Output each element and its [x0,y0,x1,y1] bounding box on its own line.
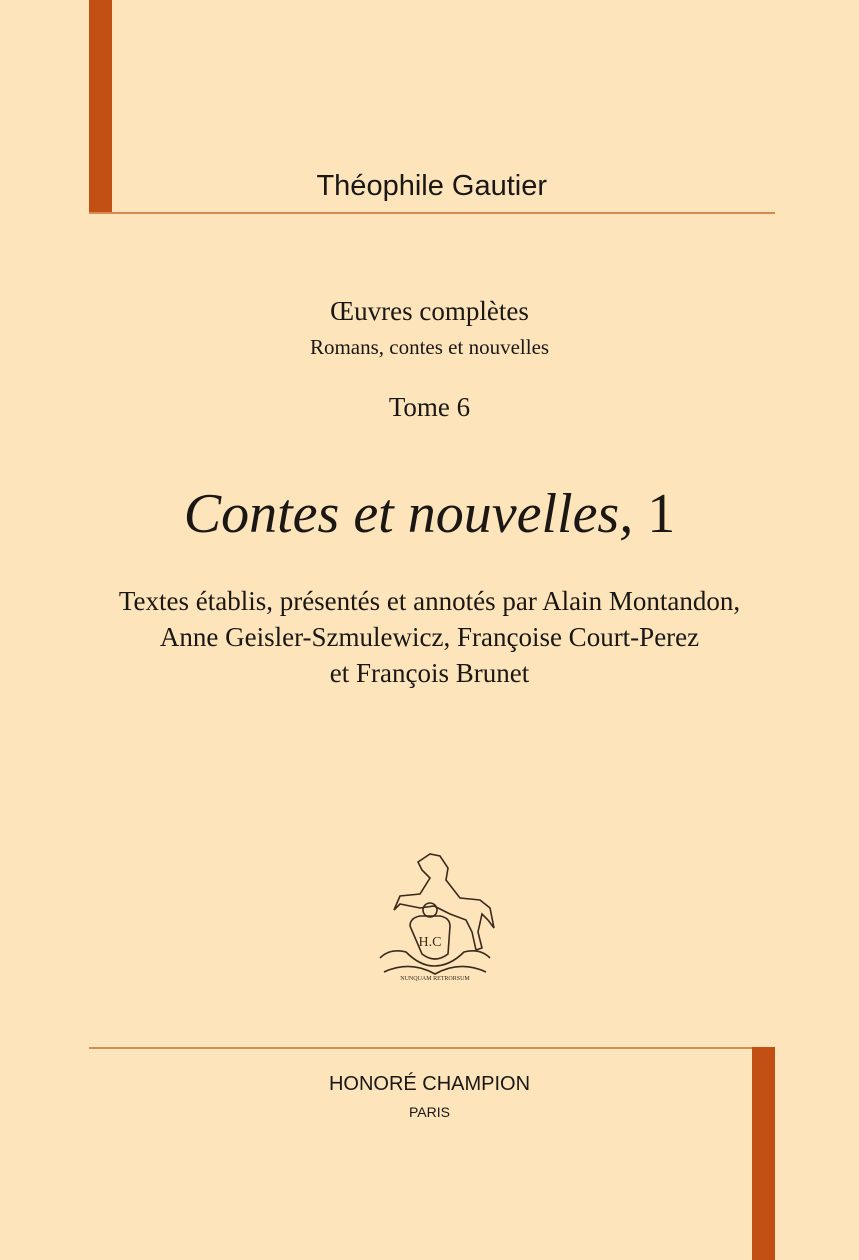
publisher-name: HONORÉ CHAMPION [328,1073,531,1095]
svg-text:NUNQUAM RETRORSUM: NUNQUAM RETRORSUM [400,976,470,982]
book-title-number: 1 [647,483,676,545]
author-name: Théophile Gautier [316,170,547,202]
subseries-title: Romans, contes et nouvelles [309,335,550,359]
editors-line-1: Textes établis, présentés et annotés par Alain Montandon, [118,586,741,616]
top-rule [89,212,775,214]
book-title [0,482,859,546]
volume-number: Tome 6 [388,392,471,422]
editors-line-3: et François Brunet [329,658,530,688]
book-title-italic: Contes et nouvelles, [183,483,634,545]
top-left-accent-bar [89,0,112,214]
editors-line-2: Anne Geisler-Szmulewicz, Françoise Court-Perez [159,622,700,652]
publisher-horse-emblem-icon [370,848,500,988]
series-title: Œuvres complètes [330,296,529,326]
bottom-rule [89,1047,775,1049]
publisher-city: PARIS [409,1104,450,1120]
svg-text:H.C: H.C [418,935,442,950]
